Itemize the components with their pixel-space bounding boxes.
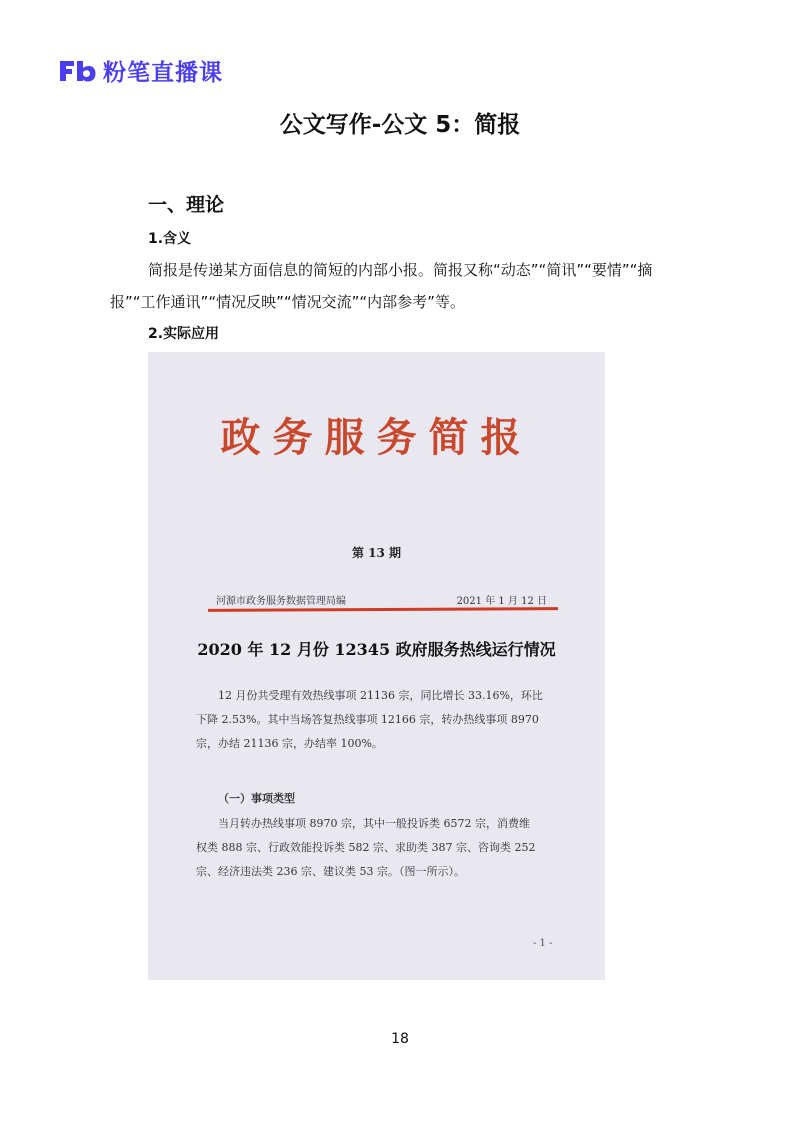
briefing-line: 12 月份共受理有效热线事项 21136 宗，同比增长 33.16%，环比 xyxy=(218,689,543,702)
brand-name: 粉笔直播课 xyxy=(103,60,223,86)
fb-logo-icon xyxy=(57,58,97,84)
page-title: 公文写作-公文 5：简报 xyxy=(279,112,521,138)
briefing-section-heading: （一）事项类型 xyxy=(218,792,295,805)
definition-paragraph xyxy=(110,254,690,318)
page-number: 18 xyxy=(391,1031,409,1047)
briefing-line: 下降 2.53%。其中当场答复热线事项 12166 宗，转办热线事项 8970 xyxy=(196,713,539,726)
briefing-date: 2021 年 1 月 12 日 xyxy=(456,596,547,607)
briefing-line: 当月转办热线事项 8970 宗，其中一般投诉类 6572 宗，消费维 xyxy=(218,817,530,830)
paragraph-line: 报”“工作通讯”“情况反映”“情况交流”“内部参考”等。 xyxy=(110,293,465,311)
briefing-paragraph-2 xyxy=(196,812,556,884)
briefing-masthead: 政务服务简报 xyxy=(220,414,533,461)
red-divider xyxy=(208,607,558,612)
paragraph-line: 简报是传递某方面信息的简短的内部小报。简报又称“动态”“简讯”“要情”“摘 xyxy=(148,261,653,279)
briefing-line: 宗、经济违法类 236 宗、建议类 53 宗。（图一所示）。 xyxy=(196,865,465,878)
briefing-org: 河源市政务服务数据管理局编 xyxy=(216,596,346,607)
briefing-scan-image xyxy=(148,352,605,980)
briefing-line: 权类 888 宗、行政效能投诉类 582 宗、求助类 387 宗、咨询类 252 xyxy=(196,841,536,854)
section-heading: 一、理论 xyxy=(148,194,225,216)
subheading-definition: 1.含义 xyxy=(148,231,192,247)
briefing-paragraph-1 xyxy=(196,684,556,756)
brand-logo xyxy=(57,54,223,87)
briefing-page-number: - 1 - xyxy=(533,938,553,949)
briefing-issue: 第 13 期 xyxy=(351,546,402,560)
briefing-article-title: 2020 年 12 月份 12345 政府服务热线运行情况 xyxy=(197,640,556,659)
subheading-application: 2.实际应用 xyxy=(148,326,220,342)
briefing-line: 宗，办结 21136 宗，办结率 100%。 xyxy=(196,737,383,750)
